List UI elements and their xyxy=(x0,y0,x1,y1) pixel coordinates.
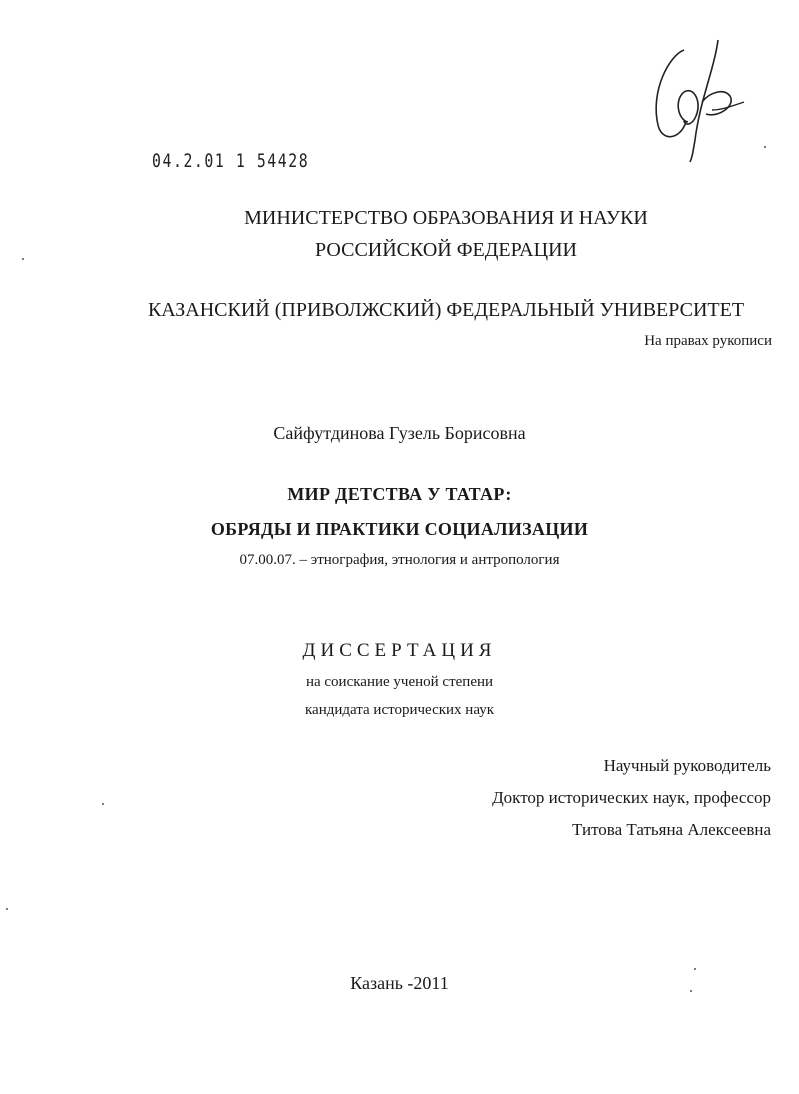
ministry-line-2: РОССИЙСКОЙ ФЕДЕРАЦИИ xyxy=(315,239,577,261)
university-name: КАЗАНСКИЙ (ПРИВОЛЖСКИЙ) ФЕДЕРАЛЬНЫЙ УНИВЕРСИТЕТ xyxy=(147,299,745,321)
scan-speck xyxy=(764,146,766,148)
title-line-2: ОБРЯДЫ И ПРАКТИКИ СОЦИАЛИЗАЦИИ xyxy=(210,519,589,539)
handwritten-signature xyxy=(640,30,760,170)
scan-speck xyxy=(22,258,24,260)
manuscript-rights-note: На правах рукописи xyxy=(644,333,772,349)
document-type: ДИССЕРТАЦИЯ xyxy=(302,640,497,661)
degree-line-2: кандидата исторических наук xyxy=(304,702,495,718)
supervisor-name: Титова Татьяна Алексеевна xyxy=(572,820,771,839)
archive-stamp-number: 04.2.01 1 54428 xyxy=(152,150,310,172)
author-name: Сайфутдинова Гузель Борисовна xyxy=(273,423,526,443)
degree-line-1: на соискание ученой степени xyxy=(305,674,494,690)
scan-speck xyxy=(6,908,8,910)
scan-speck xyxy=(694,968,696,970)
scan-speck xyxy=(102,803,104,805)
speciality-code: 07.00.07. – этнография, этнология и антропология xyxy=(239,552,560,568)
title-line-1: МИР ДЕТСТВА У ТАТАР: xyxy=(287,484,512,504)
ministry-line-1: МИНИСТЕРСТВО ОБРАЗОВАНИЯ И НАУКИ xyxy=(244,207,648,229)
supervisor-credentials: Доктор исторических наук, профессор xyxy=(492,788,771,807)
place-and-year: Казань -2011 xyxy=(350,973,449,993)
supervisor-label: Научный руководитель xyxy=(603,756,771,775)
scan-speck xyxy=(690,990,692,992)
